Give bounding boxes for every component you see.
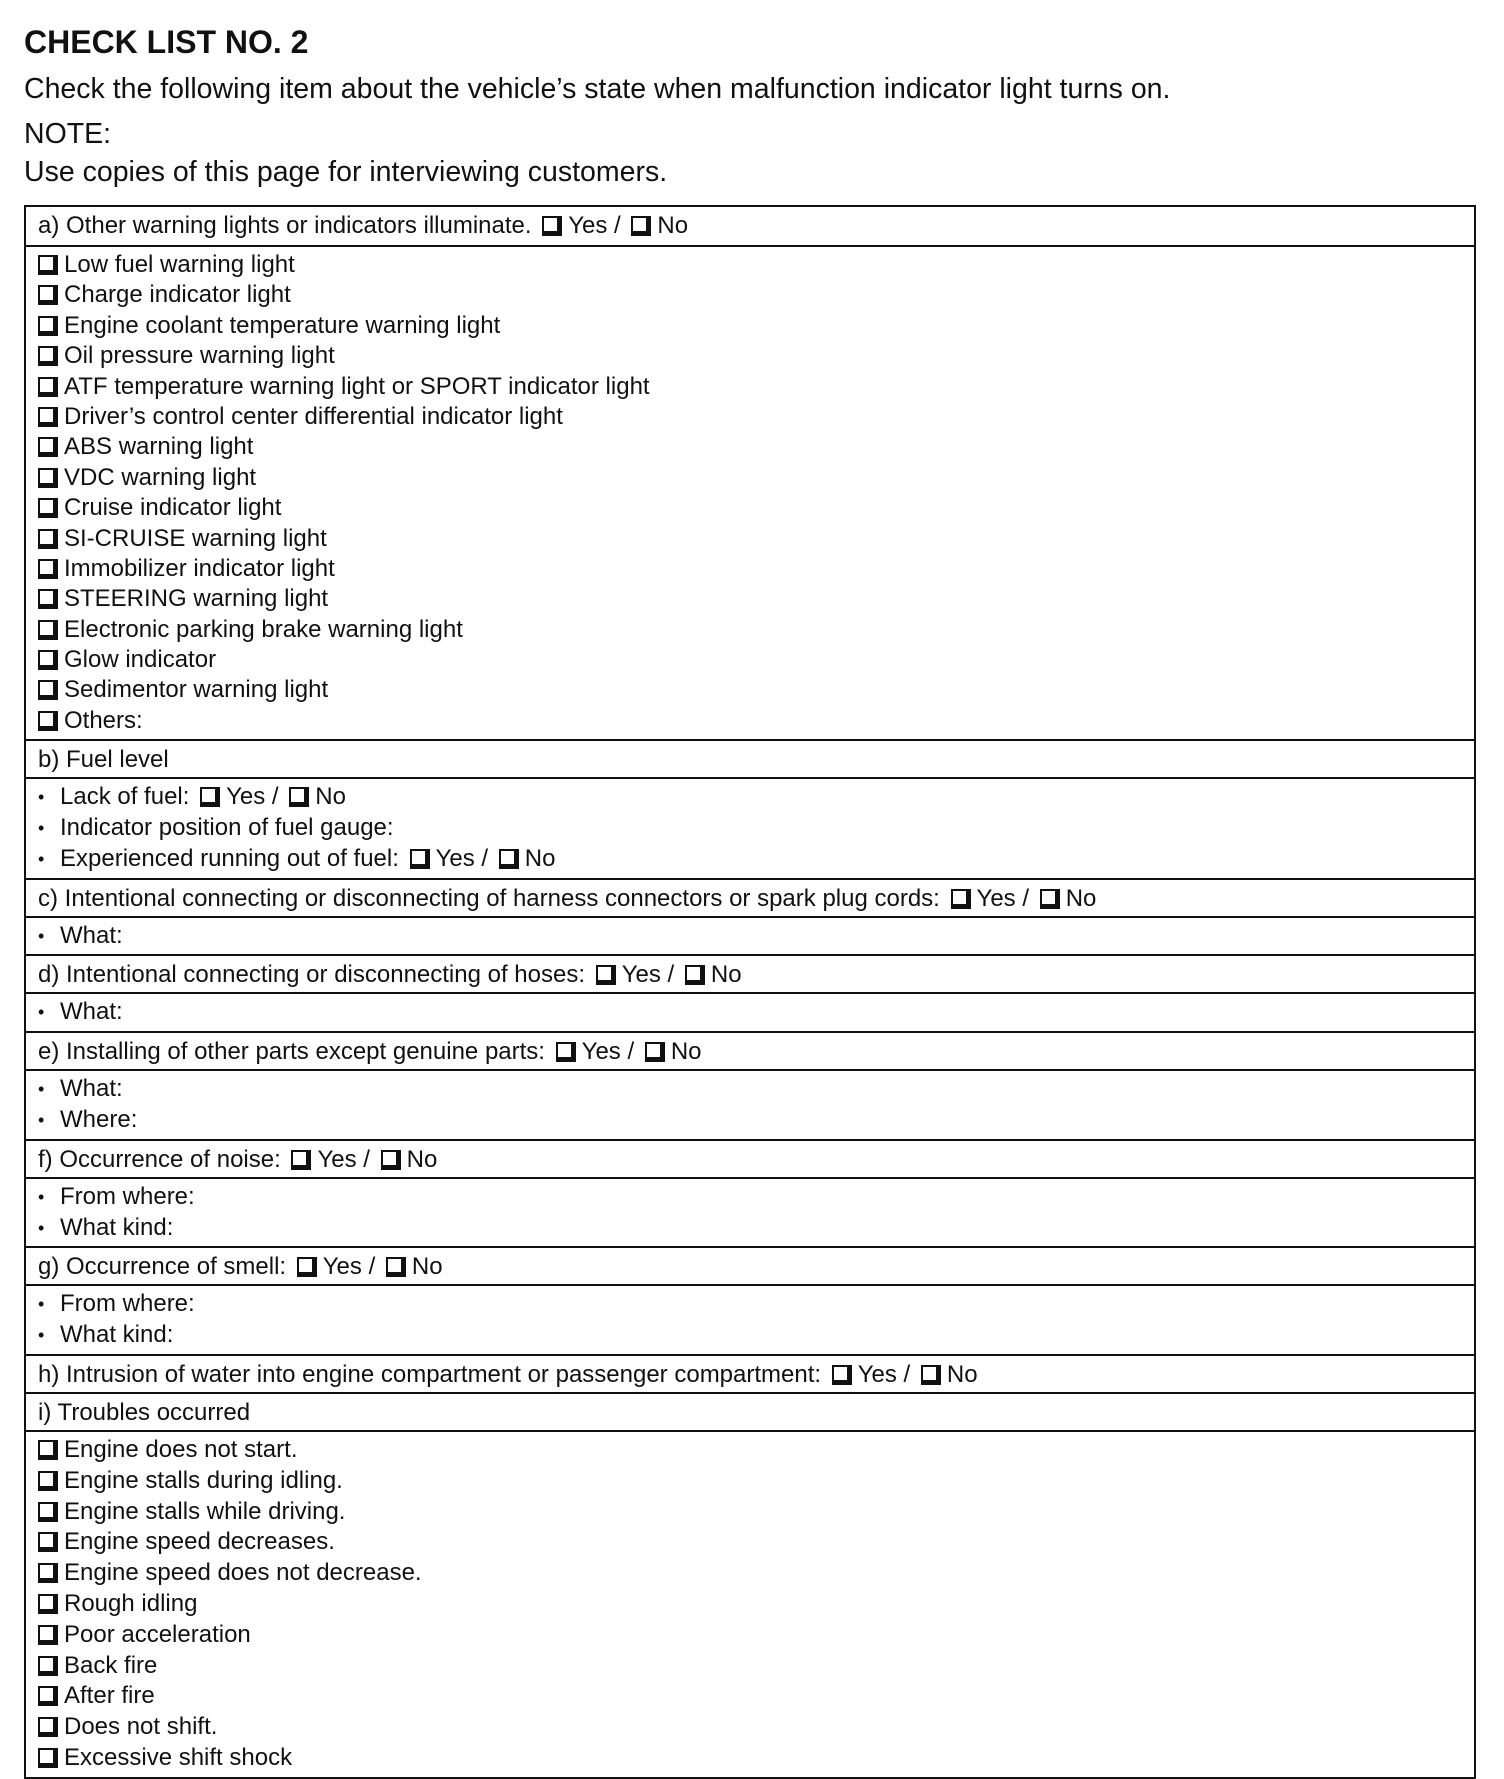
item-label: ATF temperature warning light or SPORT indicator light (64, 372, 650, 400)
no-label: No (1065, 884, 1097, 912)
checklist-item (38, 1681, 1462, 1712)
no-label: No (670, 1038, 702, 1066)
section-g-header (26, 1246, 1474, 1284)
section-c-yes-checkbox[interactable] (951, 889, 971, 909)
item-checkbox[interactable] (38, 589, 58, 609)
item-checkbox[interactable] (38, 407, 58, 427)
item-checkbox[interactable] (38, 1594, 58, 1614)
item-checkbox[interactable] (38, 650, 58, 670)
what-line (38, 997, 1462, 1028)
item-label: Charge indicator light (64, 281, 291, 309)
checklist-item (38, 372, 1462, 402)
checklist-item (38, 493, 1462, 523)
item-label: ABS warning light (64, 433, 254, 461)
note-text: Use copies of this page for interviewing customers. (24, 156, 668, 188)
yes-label: Yes / (581, 1038, 635, 1066)
ran-out-yes-checkbox[interactable] (410, 849, 430, 869)
from-where-label: From where: (60, 1182, 195, 1210)
item-label: Others: (64, 706, 143, 734)
section-d-header (26, 954, 1474, 992)
no-label: No (524, 844, 556, 872)
yes-label: Yes / (317, 1145, 370, 1173)
item-label: Engine stalls while driving. (64, 1497, 346, 1525)
lack-of-fuel-yes-checkbox[interactable] (200, 787, 220, 807)
item-label: Poor acceleration (64, 1620, 251, 1648)
page-title: CHECK LIST NO. 2 (24, 24, 309, 60)
what-kind-label: What kind: (60, 1321, 174, 1349)
note-label: NOTE: (24, 118, 112, 150)
bullet-icon: • (38, 1002, 45, 1023)
section-d-heading: d) Intentional connecting or disconnecting of hoses: (38, 961, 586, 989)
fuel-gauge-label: Indicator position of fuel gauge: (60, 814, 394, 842)
bullet-icon: • (38, 848, 45, 869)
checklist-item (38, 280, 1462, 310)
item-label: Low fuel warning light (64, 251, 295, 278)
section-g-items (26, 1284, 1474, 1354)
what-kind-line (38, 1213, 1462, 1244)
item-label: Engine speed does not decrease. (64, 1559, 422, 1587)
yes-label: Yes / (976, 884, 1030, 912)
item-checkbox[interactable] (38, 1686, 58, 1706)
item-checkbox[interactable] (38, 1656, 58, 1676)
item-checkbox[interactable] (38, 346, 58, 366)
checklist-item (38, 584, 1462, 614)
lack-of-fuel-line (38, 782, 1462, 813)
section-e-items (26, 1069, 1474, 1139)
from-where-line (38, 1289, 1462, 1320)
section-h-no-checkbox[interactable] (921, 1365, 941, 1385)
no-label: No (657, 212, 689, 239)
section-f-yes-checkbox[interactable] (291, 1150, 311, 1170)
item-label: Engine stalls during idling. (64, 1466, 343, 1494)
section-g-no-checkbox[interactable] (386, 1257, 406, 1277)
item-label: Immobilizer indicator light (64, 554, 335, 582)
item-checkbox[interactable] (38, 711, 58, 731)
no-label: No (315, 783, 346, 811)
section-f-header (26, 1139, 1474, 1177)
section-b-items (26, 777, 1474, 877)
item-label: Back fire (64, 1651, 158, 1679)
ran-out-line (38, 844, 1462, 875)
item-checkbox[interactable] (38, 316, 58, 336)
checklist-item (38, 1743, 1462, 1774)
item-checkbox[interactable] (38, 680, 58, 700)
item-label: Electronic parking brake warning light (64, 615, 463, 643)
section-e-heading: e) Installing of other parts except genuine parts: (38, 1038, 545, 1066)
where-line (38, 1105, 1462, 1136)
checklist-item (38, 645, 1462, 675)
item-label: After fire (64, 1682, 155, 1710)
item-label: Glow indicator (64, 646, 217, 674)
section-i-header (26, 1392, 1474, 1430)
section-a-header (26, 207, 1474, 245)
item-checkbox[interactable] (38, 559, 58, 579)
item-checkbox[interactable] (38, 1502, 58, 1522)
section-i-heading: i) Troubles occurred (38, 1399, 251, 1427)
item-label: Engine does not start. (64, 1436, 298, 1464)
section-c-no-checkbox[interactable] (1040, 889, 1060, 909)
section-h-yes-checkbox[interactable] (832, 1365, 852, 1385)
checklist-item (38, 463, 1462, 493)
section-c-header (26, 878, 1474, 916)
yes-label: Yes / (857, 1361, 911, 1389)
item-label: VDC warning light (64, 463, 257, 491)
bullet-icon: • (38, 1186, 45, 1207)
item-label: Excessive shift shock (64, 1743, 293, 1771)
what-label: What: (60, 998, 123, 1026)
from-where-line (38, 1182, 1462, 1213)
checklist-item (38, 250, 1462, 280)
checklist-item (38, 706, 1462, 736)
item-label: Rough idling (64, 1590, 198, 1617)
no-label: No (710, 961, 742, 989)
yes-label: Yes / (568, 212, 621, 239)
item-label: Does not shift. (64, 1713, 218, 1741)
section-h-header (26, 1354, 1474, 1392)
checklist-item (38, 311, 1462, 341)
checklist-item (38, 1558, 1462, 1589)
where-label: Where: (60, 1106, 138, 1134)
bullet-icon: • (38, 1110, 45, 1131)
section-a-no-checkbox[interactable] (631, 216, 651, 236)
item-checkbox[interactable] (38, 285, 58, 305)
section-b-header (26, 739, 1474, 777)
bullet-icon: • (38, 1325, 45, 1346)
item-label: Engine coolant temperature warning light (64, 311, 501, 339)
bullet-icon: • (38, 1079, 45, 1100)
checklist-form (24, 205, 1476, 1779)
item-checkbox[interactable] (38, 377, 58, 397)
item-label: Oil pressure warning light (64, 342, 335, 370)
checklist-item (38, 1527, 1462, 1558)
checklist-item (38, 1712, 1462, 1743)
checklist-item (38, 1589, 1462, 1620)
checklist-item (38, 524, 1462, 554)
intro-text: Check the following item about the vehicle’s state when malfunction indicator light turns on. (24, 73, 1171, 105)
ran-out-label: Experienced running out of fuel: (60, 844, 399, 872)
what-label: What: (60, 1075, 123, 1103)
what-label: What: (60, 921, 123, 949)
item-label: Cruise indicator light (64, 494, 282, 522)
checklist-item (38, 1466, 1462, 1497)
item-checkbox[interactable] (38, 498, 58, 518)
yes-label: Yes / (322, 1253, 376, 1281)
section-a-items (26, 245, 1474, 739)
checklist-item (38, 1620, 1462, 1651)
section-a-heading: a) Other warning lights or indicators illuminate. (38, 212, 532, 239)
lack-of-fuel-no-checkbox[interactable] (289, 787, 309, 807)
checklist-item (38, 402, 1462, 432)
section-f-no-checkbox[interactable] (381, 1150, 401, 1170)
checklist-item (38, 341, 1462, 371)
item-checkbox[interactable] (38, 255, 58, 275)
item-checkbox[interactable] (38, 1625, 58, 1645)
bullet-icon: • (38, 1217, 45, 1238)
item-label: SI-CRUISE warning light (64, 524, 327, 552)
yes-label: Yes / (621, 961, 675, 989)
checklist-item (38, 1497, 1462, 1528)
checklist-item (38, 1651, 1462, 1682)
section-e-header (26, 1031, 1474, 1069)
section-c-heading: c) Intentional connecting or disconnecting of harness connectors or spark plug cords: (38, 884, 940, 912)
no-label: No (946, 1361, 978, 1389)
lack-of-fuel-label: Lack of fuel: (60, 783, 190, 811)
section-d-yes-checkbox[interactable] (596, 965, 616, 985)
section-i-items (26, 1430, 1474, 1777)
item-checkbox[interactable] (38, 1440, 58, 1460)
section-d-no-checkbox[interactable] (685, 965, 705, 985)
section-f-items (26, 1177, 1474, 1247)
bullet-icon: • (38, 925, 45, 946)
what-kind-line (38, 1320, 1462, 1351)
from-where-label: From where: (60, 1290, 195, 1318)
checklist-item (38, 1435, 1462, 1466)
section-c-items (26, 916, 1474, 955)
what-line (38, 1074, 1462, 1105)
item-checkbox[interactable] (38, 468, 58, 488)
item-checkbox[interactable] (38, 1532, 58, 1552)
bullet-icon: • (38, 787, 45, 808)
yes-label: Yes / (226, 783, 279, 811)
checklist-item (38, 432, 1462, 462)
item-checkbox[interactable] (38, 620, 58, 640)
item-checkbox[interactable] (38, 1748, 58, 1768)
checklist-item (38, 675, 1462, 705)
section-d-items (26, 992, 1474, 1031)
item-checkbox[interactable] (38, 1563, 58, 1583)
section-e-no-checkbox[interactable] (645, 1042, 665, 1062)
item-label: STEERING warning light (64, 585, 329, 613)
item-checkbox[interactable] (38, 529, 58, 549)
no-label: No (406, 1145, 438, 1173)
item-label: Sedimentor warning light (64, 676, 329, 704)
no-label: No (411, 1253, 443, 1281)
item-checkbox[interactable] (38, 1717, 58, 1737)
bullet-icon: • (38, 818, 45, 839)
checklist-item (38, 554, 1462, 584)
what-kind-label: What kind: (60, 1213, 174, 1241)
item-checkbox[interactable] (38, 437, 58, 457)
checklist-item (38, 615, 1462, 645)
section-g-heading: g) Occurrence of smell: (38, 1253, 287, 1281)
yes-label: Yes / (435, 844, 489, 872)
item-label: Engine speed decreases. (64, 1528, 335, 1556)
fuel-gauge-line (38, 813, 1462, 844)
item-checkbox[interactable] (38, 1471, 58, 1491)
what-line (38, 921, 1462, 952)
section-f-heading: f) Occurrence of noise: (38, 1145, 281, 1173)
ran-out-no-checkbox[interactable] (499, 849, 519, 869)
section-e-yes-checkbox[interactable] (556, 1042, 576, 1062)
bullet-icon: • (38, 1294, 45, 1315)
section-g-yes-checkbox[interactable] (297, 1257, 317, 1277)
section-b-heading: b) Fuel level (38, 746, 169, 774)
section-h-heading: h) Intrusion of water into engine compartment or passenger compartment: (38, 1361, 822, 1389)
item-label: Driver’s control center differential indicator light (64, 402, 563, 430)
section-a-yes-checkbox[interactable] (542, 216, 562, 236)
